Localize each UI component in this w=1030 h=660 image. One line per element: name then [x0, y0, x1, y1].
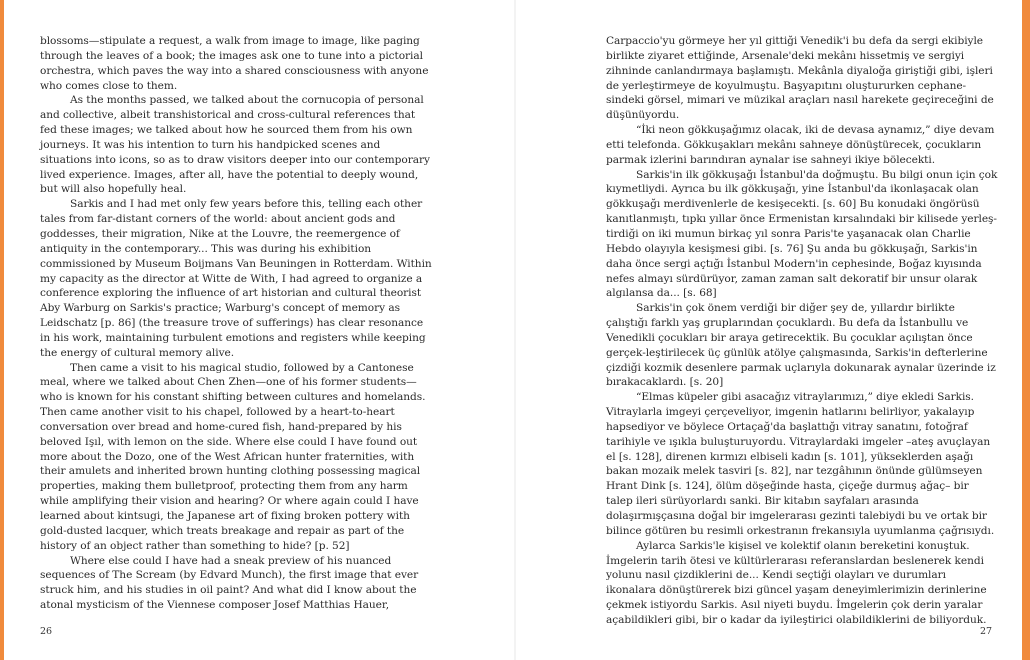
left-page-text — [40, 34, 432, 613]
paragraph: “İki neon gökkuşağımız olacak, iki de devasa aynamız,” diye devam etti telefonda. Gökkuşakları mekânı sahneye dönüştürecek, çocukların parmak izlerini barındıran aynalar ise sahneyi ikiye bölecekti. — [606, 124, 995, 166]
paragraph: Sarkis'in çok önem verdiği bir diğer şey de, yıllardır birlikte çalıştığı farklı yaş gruplarından çocuklardı. Bu defa da İstanbullu ve Venedikli çocukları bir araya getirecektik. Bu çocuklar açılıştan önce gerçek-leştirilecek üç günlük atölye çalışmasında, Sarkis'in defterlerine çizdiği kozmik desenlere parmak uçlarıyla dokunarak aynalar üzerinde iz bırakacaklardı. [s. 20] — [606, 302, 996, 389]
right-page-text — [606, 34, 998, 628]
paragraph: Sarkis and I had met only few years before this, telling each other tales from far-distant corners of the world: about ancient gods and goddesses, their migration, Nike at the Louvre, the reemergence of antiquity in the contemporary... This was during his exhibition commissioned by Museum Boijmans Van Beuningen in Rotterdam. Within my capacity as the director at Witte de With, I had agreed to organize a conference exploring the influence of art historian and cultural theorist Aby Warburg on Sarkis's practice; Warburg's concept of memory as Leidschatz [p. 86] (the treasure trove of sufferings) has clear resonance in his work, maintaining turbulent emotions and registers while keeping the energy of cultural memory alive. — [40, 198, 432, 359]
page-number-right: 27 — [980, 626, 993, 637]
page-number-left: 26 — [40, 626, 53, 637]
right-page-edge — [1022, 0, 1030, 660]
paragraph: Sarkis'in ilk gökkuşağı İstanbul'da doğmuştu. Bu bilgi onun için çok kıymetliydi. Ayrıca bu ilk gökkuşağı, yine İstanbul'da ikonlaşacak olan gökkuşağı merdivenlerle de kesişecekti. [s. 60] Bu konudaki öngörüsü kanıtlanmıştı, tıpkı yıllar önce Ermenistan kırsalındaki bir kilisede yerleş-tirdiği on iki mumun birkaç yıl sonra Paris'te yaşanacak olan Charlie Hebdo olayıyla kesişmesi gibi. [s. 76] Şu anda bu gökkuşağı, Sarkis'in daha önce sergi açtığı İstanbul Modern'in cephesinde, Boğaz kıyısında nefes almayı sürdürüyor, zaman zaman salt dekoratif bir unsur olarak algılansa da... [s. 68] — [606, 168, 998, 300]
paragraph: As the months passed, we talked about the cornucopia of personal and collective, albeit transhistorical and cross-cultural references that fed these images; we talked about how he sourced them from his own journeys. It was his intention to turn his handpicked scenes and situations into icons, so as to draw visitors deeper into our contemporary lived experience. Images, after all, have the potential to deeply wound, but will also hopefully heal. — [40, 94, 430, 196]
paragraph: Aylarca Sarkis'le kişisel ve kolektif olanın bereketini konuştuk. İmgelerin tarih ötesi ve kültürlerarası referanslardan beslenerek kendi yolunu nasıl çizdiklerini de... Kendi seçtiği olayları ve durumları ikonalara dönüştürerek bizi güncel yaşam deneyimlerimizin derinlerine çekmek istiyordu Sarkis. Asıl niyeti buydu. İmgelerin çok derin yaralar açabildikleri gibi, bir o kadar da iyileştirici olabildiklerini de biliyorduk. — [606, 539, 987, 626]
paragraph: blossoms—stipulate a request, a walk from image to image, like paging through the leaves of a book; the images ask one to tune into a pictorial orchestra, which paves the way into a shared consciousness with anyone who comes close to them. — [40, 35, 429, 92]
paragraph: Carpaccio'yu görmeye her yıl gittiği Venedik'i bu defa da sergi ekibiyle birlikte ziyaret ettiğinde, Arsenale'deki mekânı hissetmiş ve sergiyi zihninde canlandırmaya başlamıştı. Mekânla diyaloğa giriştiği gibi, işleri de yerleştirmeye de koyulmuştu. Başyapıtını oluştururken cephane-sindeki görsel, mimari ve müzikal araçları nasıl harekete geçireceğini de düşünüyordu. — [606, 35, 994, 122]
paragraph: “Elmas küpeler gibi asacağız vitraylarımızı,” diye ekledi Sarkis. Vitraylarla imgeyi çerçeveliyor, imgenin hatlarını belirliyor, yakalayıp hapsediyor ve böylece Ortaçağ'da başlattığı vitray sanatını, fotoğraf tarihiyle ve ışıkla buluşturuyordu. Vitraylardaki imgeler –ateş avuçlayan el [s. 128], direnen kırmızı elbiseli kadın [s. 101], yükseklerden aşağı bakan mozaik melek tasviri [s. 82], nar tezgâhının önünde gülümseyen Hrant Dink [s. 124], ölüm döşeğinde hasta, çiçeğe durmuş ağaç– bir talep ileri sürüyorlardı sanki. Bir kitabın sayfaları arasında dolaşırmışçasına doğal bir imgelerarası gezinti talebiydi bu ve ortak bir bilince götüren bu resimli orkestranın frekansıyla uyumlanma çağrısıydı. — [606, 391, 995, 537]
paragraph: Then came a visit to his magical studio, followed by a Cantonese meal, where we talked about Chen Zhen—one of his former students—who is known for his constant shifting between cultures and homelands. Then came another visit to his chapel, followed by a heart-to-heart conversation over bread and home-cured fish, hand-prepared by his beloved Işıl, with lemon on the side. Where else could I have found out more about the Dozo, one of the West African hunter fraternities, with their amulets and inherited brown hunting clothing possessing magical properties, making them bulletproof, protecting them from any harm while amplifying their vision and hearing? Or where again could I have learned about kintsugi, the Japanese art of fixing broken pottery with gold-dusted lacquer, which treats breakage and repair as part of the history of an object rather than something to hide? [p. 52] — [40, 361, 426, 552]
paragraph: Where else could I have had a sneak preview of his nuanced sequences of The Scream (by Edvard Munch), the first image that ever struck him, and his studies in oil paint? And what did I know about the atonal mysticism of the Viennese composer Josef Matthias Hauer, — [40, 554, 419, 612]
left-page-edge — [0, 0, 4, 660]
book-gutter — [514, 0, 516, 660]
